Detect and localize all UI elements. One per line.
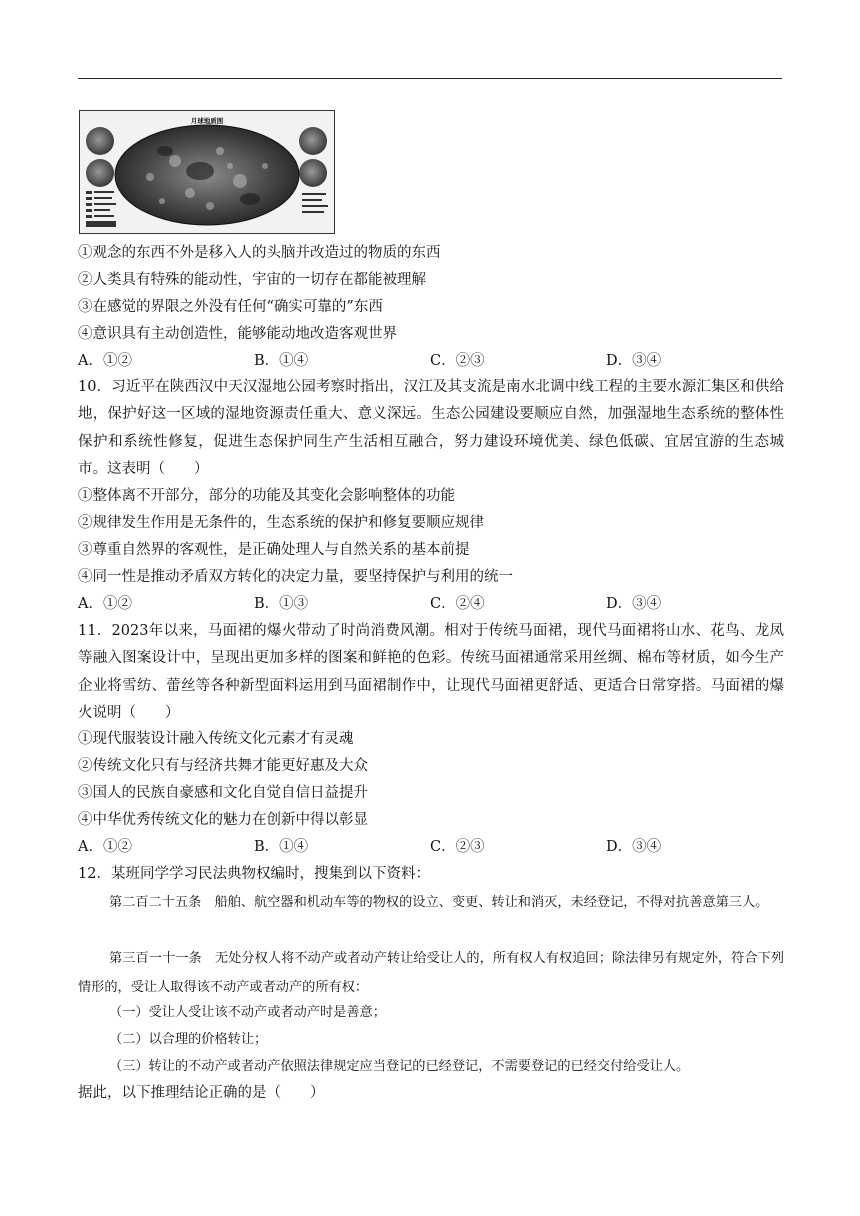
law-condition-3: （三）转让的不动产或者动产依照法律规定应当登记的已经登记，不需要登记的已经交付给受让人。: [109, 1059, 690, 1074]
q9-option-a[interactable]: A．①②: [78, 353, 132, 369]
q10-stem: 10．习近平在陕西汉中天汉湿地公园考察时指出，汉江及其支流是南水北调中线工程的主要水源汇集区和供给地，保护好这一区域的湿地资源责任重大、意义深远。生态公园建设要顺应自然，加强湿地生态系统的整体性保护和系统性修复，促进生态保护同生产生活相互融合，努力建设环境优美、绿色低碳、宜居宜游的生态城市。这表明（ ）: [78, 379, 784, 477]
q11-option-a[interactable]: A．①②: [78, 839, 132, 855]
q11-item-4: ④中华优秀传统文化的魅力在创新中得以彰显: [78, 812, 368, 828]
header-rule: [78, 78, 782, 79]
q10-option-d[interactable]: D．③④: [606, 596, 662, 612]
lunar-geologic-map-figure: [79, 110, 335, 234]
q10-option-c[interactable]: C．②④: [430, 596, 485, 612]
q10-item-2: ②规律发生作用是无条件的，生态系统的保护和修复要顺应规律: [78, 515, 484, 531]
q9-option-b[interactable]: B．①④: [254, 353, 309, 369]
law-article-225: 第二百二十五条 船舶、航空器和机动车等的物权的设立、变更、转让和消灭，未经登记，不得对抗善意第三人。: [109, 895, 769, 910]
map-title: 月球地质图: [190, 117, 224, 125]
q10-item-4: ④同一性是推动矛盾双方转化的决定力量，要坚持保护与利用的统一: [78, 569, 513, 585]
q11-item-3: ③国人的民族自豪感和文化自觉自信日益提升: [78, 785, 368, 801]
q11-option-c[interactable]: C．②③: [430, 839, 485, 855]
q11-option-d[interactable]: D．③④: [606, 839, 662, 855]
law-condition-1: （一）受让人受让该不动产或者动产时是善意；: [109, 1005, 386, 1020]
q11-option-b[interactable]: B．①④: [254, 839, 309, 855]
q11-item-2: ②传统文化只有与经济共舞才能更好惠及大众: [78, 758, 368, 774]
q9-option-d[interactable]: D．③④: [606, 353, 662, 369]
q9-option-c[interactable]: C．②③: [430, 353, 485, 369]
law-condition-2: （二）以合理的价格转让；: [109, 1032, 268, 1047]
q11-item-1: ①现代服装设计融入传统文化元素才有灵魂: [78, 731, 354, 747]
q10-option-a[interactable]: A．①②: [78, 596, 132, 612]
q10-item-1: ①整体离不开部分，部分的功能及其变化会影响整体的功能: [78, 488, 455, 504]
q9-item-1: ①观念的东西不外是移入人的头脑并改造过的物质的东西: [78, 245, 441, 261]
q12-question: 据此，以下推理结论正确的是（ ）: [78, 1085, 325, 1101]
q12-stem: 12．某班同学学习民法典物权编时，搜集到以下资料：: [78, 866, 430, 882]
q9-item-2: ②人类具有特殊的能动性，宇宙的一切存在都能被理解: [78, 272, 426, 288]
law-article-311: 第三百一十一条 无处分权人将不动产或者动产转让给受让人的，所有权人有权追回；除法律另有规定外，符合下列情形的，受让人取得该不动产或者动产的所有权：: [78, 951, 784, 995]
q9-item-4: ④意识具有主动创造性，能够能动地改造客观世界: [78, 326, 397, 342]
q10-item-3: ③尊重自然界的客观性，是正确处理人与自然关系的基本前提: [78, 542, 470, 558]
q10-option-b[interactable]: B．①③: [254, 596, 309, 612]
q11-stem: 11．2023年以来，马面裙的爆火带动了时尚消费风潮。相对于传统马面裙，现代马面裙将山水、花鸟、龙凤等融入图案设计中，呈现出更加多样的图案和鲜艳的色彩。传统马面裙通常采用丝绸、棉布等材质，如今生产企业将雪纺、蕾丝等各种新型面料运用到马面裙制作中，让现代马面裙更舒适、更适合日常穿搭。马面裙的爆火说明（ ）: [78, 623, 784, 721]
q9-item-3: ③在感觉的界限之外没有任何“确实可靠的”东西: [78, 299, 383, 315]
